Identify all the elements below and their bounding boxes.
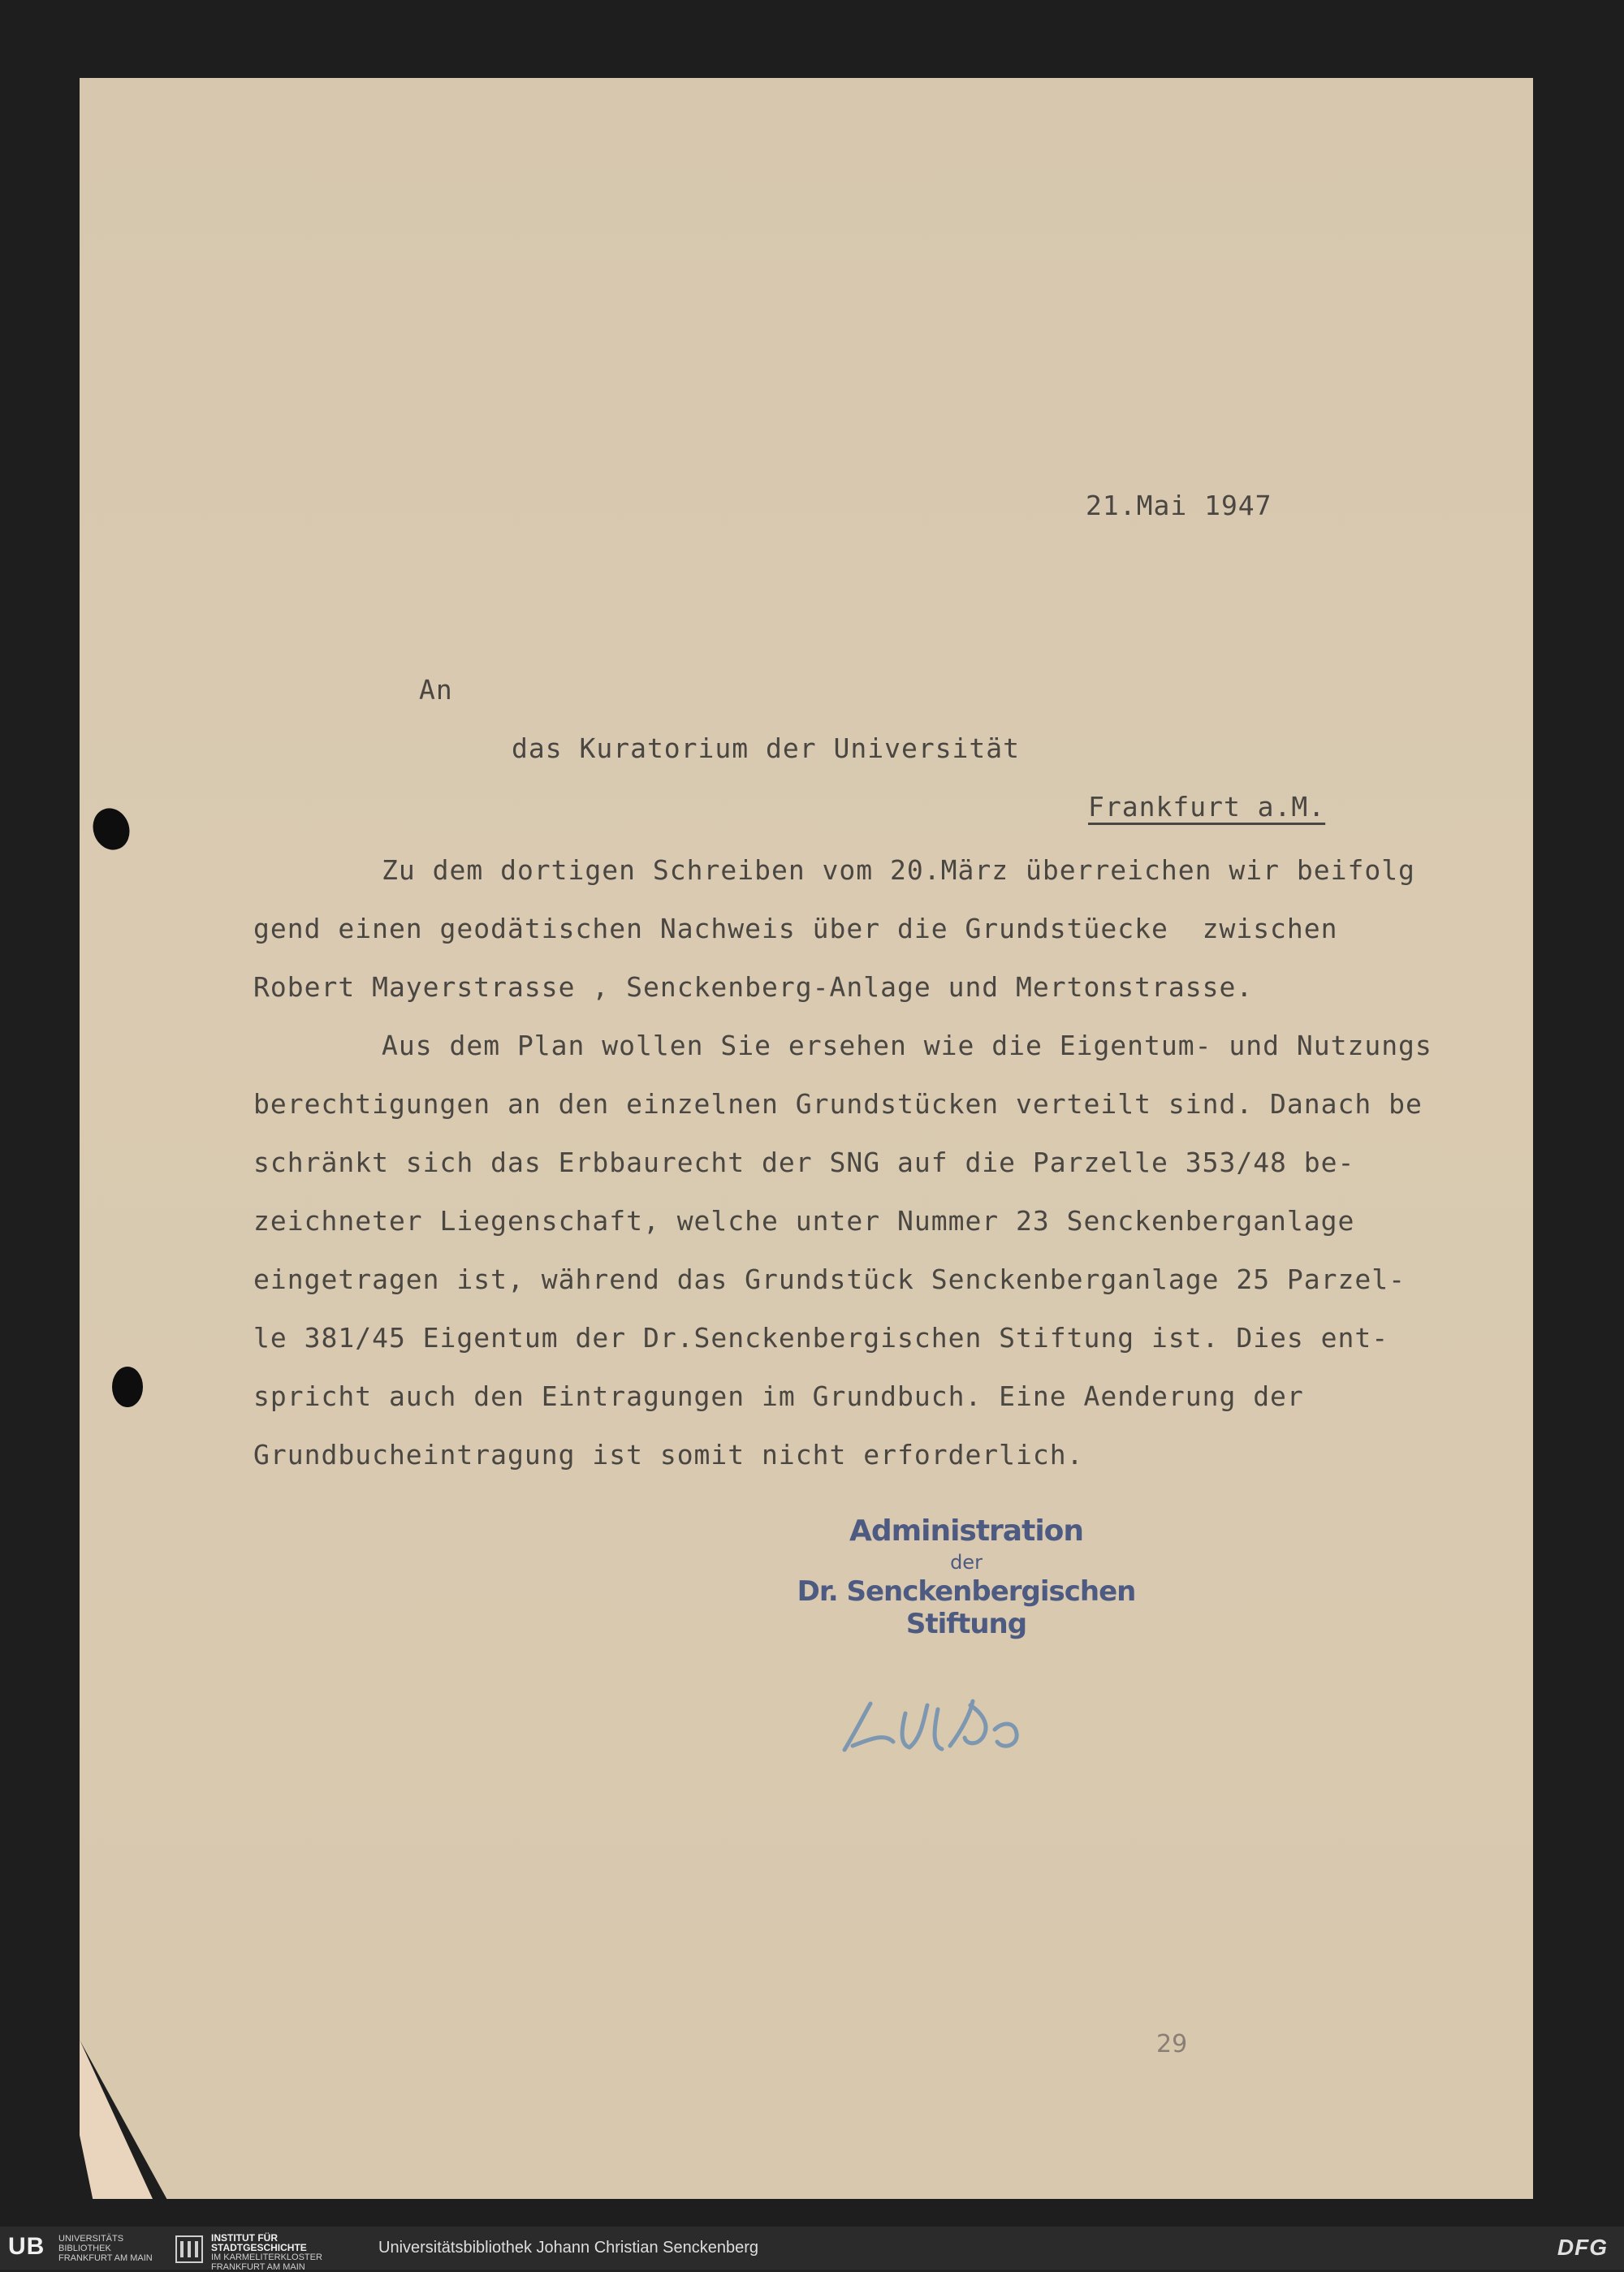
salutation: An — [419, 674, 453, 706]
institution-stamp — [780, 1514, 1153, 1640]
body-line: eingetragen ist, während das Grundstück Senckenberganlage 25 Parzel- — [253, 1263, 1406, 1295]
handwritten-signature — [828, 1681, 1072, 1770]
letter-date: 21.Mai 1947 — [1086, 490, 1272, 521]
dfg-logo: DFG — [1557, 2235, 1608, 2260]
stamp-line: der — [950, 1551, 983, 1574]
institute-logo-line: IM KARMELITERKLOSTER — [211, 2253, 322, 2262]
body-line: Grundbucheintragung ist somit nicht erforderlich. — [253, 1439, 1084, 1471]
ub-logo-line: UNIVERSITÄTS — [58, 2234, 124, 2244]
institute-logo-line: STADTGESCHICHTE — [211, 2242, 307, 2253]
stamp-line: Dr. Senckenbergischen Stiftung — [797, 1575, 1136, 1640]
punch-hole-bottom — [112, 1367, 143, 1407]
stamp-line: Administration — [849, 1514, 1084, 1548]
body-line: spricht auch den Eintragungen im Grundbuch. Eine Aenderung der — [253, 1380, 1304, 1412]
body-line: gend einen geodätischen Nachweis über die Grundstüecke zwischen — [253, 913, 1338, 944]
body-line: Aus dem Plan wollen Sie ersehen wie die Eigentum- und Nutzungs — [382, 1030, 1432, 1061]
ub-logo-line: FRANKFURT AM MAIN — [58, 2253, 153, 2263]
folio-number: 29 — [1156, 2030, 1188, 2058]
body-line: berechtigungen an den einzelnen Grundstücken verteilt sind. Danach be — [253, 1088, 1423, 1120]
library-caption: Universitätsbibliothek Johann Christian Senckenberg — [378, 2239, 759, 2257]
institute-logo-line: FRANKFURT AM MAIN — [211, 2262, 305, 2272]
footer-bar — [0, 2227, 1624, 2270]
ub-logo: UB — [8, 2233, 45, 2260]
institute-building-icon — [175, 2233, 204, 2264]
body-line: schränkt sich das Erbbaurecht der SNG auf die Parzelle 353/48 be- — [253, 1147, 1355, 1178]
body-line: zeichneter Liegenschaft, welche unter Nummer 23 Senckenberganlage — [253, 1205, 1355, 1237]
body-line: le 381/45 Eigentum der Dr.Senckenbergischen Stiftung ist. Dies ent- — [253, 1322, 1389, 1354]
body-line: Robert Mayerstrasse , Senckenberg-Anlage und Mertonstrasse. — [253, 971, 1254, 1003]
body-line: Zu dem dortigen Schreiben vom 20.März überreichen wir beifolg — [382, 854, 1415, 886]
letter-sheet — [80, 78, 1533, 2199]
institute-logo-line: INSTITUT FÜR — [211, 2232, 278, 2244]
recipient-city: Frankfurt a.M. — [1088, 791, 1326, 823]
recipient: das Kuratorium der Universität — [512, 732, 1021, 764]
institute-logo-text — [211, 2233, 322, 2272]
ub-logo-text — [58, 2234, 153, 2263]
ub-logo-line: BIBLIOTHEK — [58, 2244, 111, 2253]
